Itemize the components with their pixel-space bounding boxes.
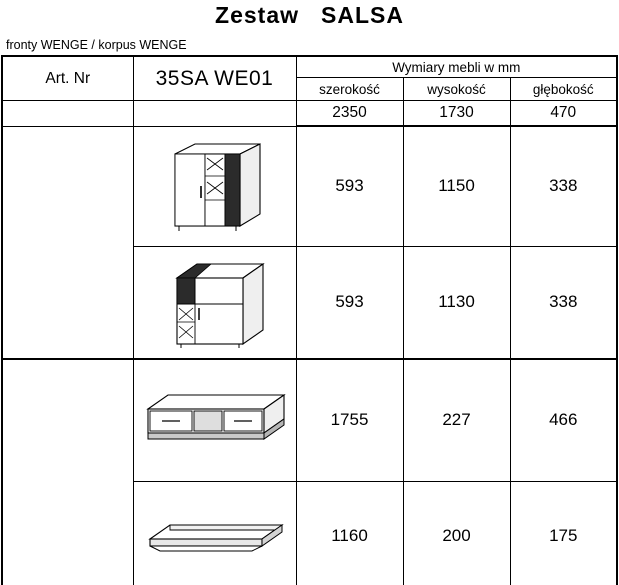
totals-art-nr-blank xyxy=(2,101,133,127)
art-nr-cell-group-2 xyxy=(2,359,133,585)
row-2-height: 1130 xyxy=(403,246,510,359)
row-2-width: 593 xyxy=(296,246,403,359)
total-height: 1730 xyxy=(403,101,510,127)
header-set-code: 35SA WE01 xyxy=(133,56,296,101)
row-1-height: 1150 xyxy=(403,126,510,246)
header-dimensions-group: Wymiary mebli w mm xyxy=(296,56,617,78)
title-word-zestaw: Zestaw xyxy=(215,2,300,28)
row-3-width: 1755 xyxy=(296,359,403,481)
title-word-salsa: SALSA xyxy=(321,2,404,28)
row-3-depth: 466 xyxy=(510,359,617,481)
header-depth: głębokość xyxy=(510,78,617,101)
row-4-height: 200 xyxy=(403,481,510,585)
row-1-width: 593 xyxy=(296,126,403,246)
header-art-nr: Art. Nr xyxy=(2,56,133,101)
art-nr-cell-group-1 xyxy=(2,126,133,359)
subtitle-finish: fronty WENGE / korpus WENGE xyxy=(6,38,187,52)
cabinet-tall-two-door-icon xyxy=(155,136,275,236)
product-image-cabinet-tall-open-shelf xyxy=(133,246,296,359)
cabinet-tall-open-shelf-icon xyxy=(155,252,275,352)
product-image-cabinet-tall-two-door xyxy=(133,126,296,246)
row-4-depth: 175 xyxy=(510,481,617,585)
header-width: szerokość xyxy=(296,78,403,101)
total-depth: 470 xyxy=(510,101,617,127)
lowboard-tv-stand-icon xyxy=(140,381,290,459)
page-title xyxy=(0,2,619,29)
row-4-width: 1160 xyxy=(296,481,403,585)
total-width: 2350 xyxy=(296,101,403,127)
header-height: wysokość xyxy=(403,78,510,101)
wall-shelf-icon xyxy=(140,505,290,567)
row-2-depth: 338 xyxy=(510,246,617,359)
product-image-lowboard-tv-stand xyxy=(133,359,296,481)
product-image-wall-shelf xyxy=(133,481,296,585)
totals-code-blank xyxy=(133,101,296,127)
furniture-dimensions-table xyxy=(1,55,618,585)
row-3-height: 227 xyxy=(403,359,510,481)
row-1-depth: 338 xyxy=(510,126,617,246)
